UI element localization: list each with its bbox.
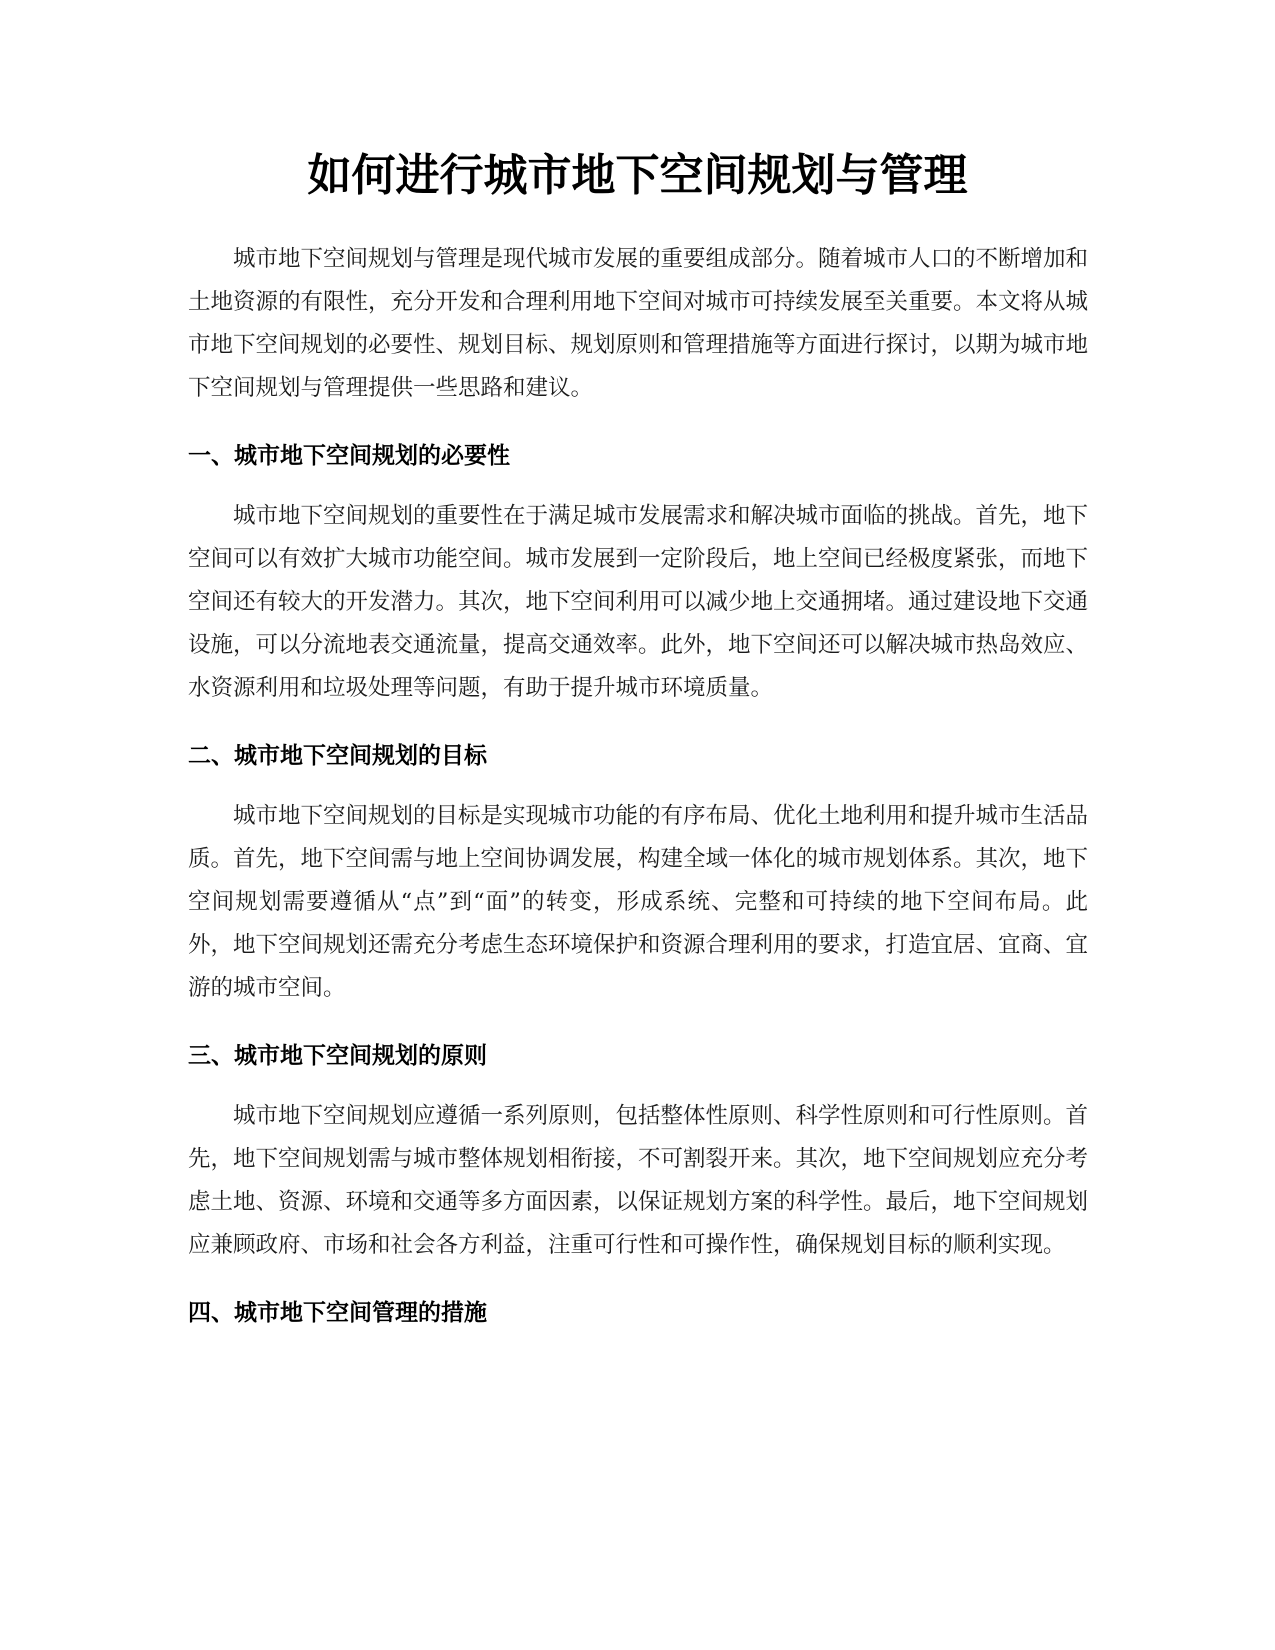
section-heading-necessity: 一、城市地下空间规划的必要性 bbox=[188, 443, 510, 469]
document-body bbox=[188, 238, 1088, 1328]
section-body-principles: 城市地下空间规划应遵循一系列原则，包括整体性原则、科学性原则和可行性原则。首先，地下空间规划需与城市整体规划相衔接，不可割裂开来。其次，地下空间规划应充分考虑土地、资源、环境和交通等多方面因素，以保证规划方案的科学性。最后，地下空间规划应兼顾政府、市场和社会各方利益，注重可行性和可操作性，确保规划目标的顺利实现。 bbox=[188, 1103, 1089, 1258]
section-heading-measures: 四、城市地下空间管理的措施 bbox=[188, 1300, 487, 1326]
intro-paragraph: 城市地下空间规划与管理是现代城市发展的重要组成部分。随着城市人口的不断增加和土地资源的有限性，充分开发和合理利用地下空间对城市可持续发展至关重要。本文将从城市地下空间规划的必要性、规划目标、规划原则和管理措施等方面进行探讨，以期为城市地下空间规划与管理提供一些思路和建议。 bbox=[188, 246, 1089, 401]
document-title: 如何进行城市地下空间规划与管理 bbox=[307, 150, 968, 201]
section-heading-goals: 二、城市地下空间规划的目标 bbox=[188, 743, 487, 769]
section-body-necessity: 城市地下空间规划的重要性在于满足城市发展需求和解决城市面临的挑战。首先，地下空间可以有效扩大城市功能空间。城市发展到一定阶段后，地上空间已经极度紧张，而地下空间还有较大的开发潜力。其次，地下空间利用可以减少地上交通拥堵。通过建设地下交通设施，可以分流地表交通流量，提高交通效率。此外，地下空间还可以解决城市热岛效应、水资源利用和垃圾处理等问题，有助于提升城市环境质量。 bbox=[188, 503, 1089, 701]
spacer bbox=[188, 771, 1088, 795]
spacer bbox=[188, 410, 1088, 441]
spacer bbox=[188, 1010, 1088, 1041]
spacer bbox=[188, 1071, 1088, 1095]
spacer bbox=[188, 1267, 1088, 1298]
spacer bbox=[188, 471, 1088, 495]
spacer bbox=[188, 710, 1088, 741]
section-heading-principles: 三、城市地下空间规划的原则 bbox=[188, 1043, 487, 1069]
section-body-goals: 城市地下空间规划的目标是实现城市功能的有序布局、优化土地利用和提升城市生活品质。首先，地下空间需与地上空间协调发展，构建全域一体化的城市规划体系。其次，地下空间规划需要遵循从“点”到“面”的转变，形成系统、完整和可持续的地下空间布局。此外，地下空间规划还需充分考虑生态环境保护和资源合理利用的要求，打造宜居、宜商、宜游的城市空间。 bbox=[188, 803, 1089, 1001]
